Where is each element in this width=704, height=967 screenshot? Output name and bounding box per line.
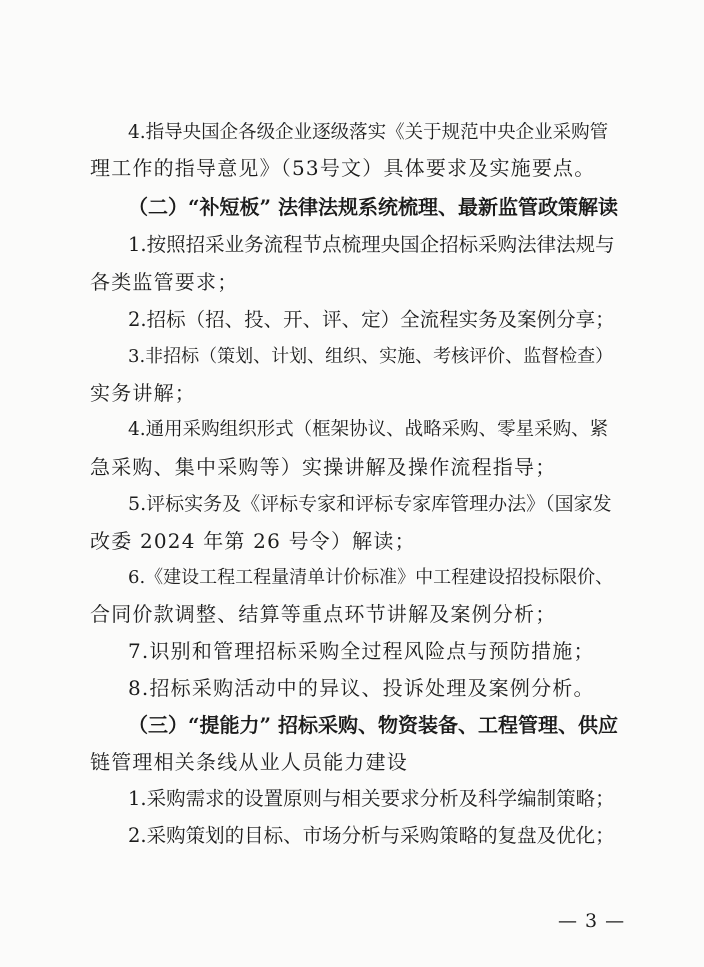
text-line: 4.通用采购组织形式（框架协议、战略采购、零星采购、紧 xyxy=(128,419,609,440)
text-line: 8.招标采购活动中的异议、投诉处理及案例分析。 xyxy=(128,676,595,700)
text-line: 5.评标实务及《评标专家和评标专家库管理办法》（国家发 xyxy=(128,493,612,515)
text-line: 4.指导央国企各级企业逐级落实《关于规范中央企业采购管 xyxy=(128,122,609,143)
text-line: 1.采购需求的设置原则与相关要求分析及科学编制策略； xyxy=(128,787,615,810)
text-line: 急采购、集中采购等）实操讲解及操作流程指导； xyxy=(90,455,557,479)
text-line: 改委 2024 年第 26 号令）解读； xyxy=(90,529,416,553)
text-line: 链管理相关条线从业人员能力建设 xyxy=(90,750,408,774)
page-number: — 3 — xyxy=(558,910,626,932)
text-line: 2.招标（招、投、开、评、定）全流程实务及案例分享； xyxy=(128,308,615,331)
text-line: 1.按照招采业务流程节点梳理央国企招标采购法律法规与 xyxy=(128,233,615,256)
text-line: 6.《建设工程工程量清单计价标准》中工程建设招投标限价、 xyxy=(128,567,614,588)
text-line: 合同价款调整、结算等重点环节讲解及案例分析； xyxy=(90,602,557,626)
text-line: 各类监管要求； xyxy=(90,270,239,294)
text-line: 7.识别和管理招标采购全过程风险点与预防措施； xyxy=(128,639,595,663)
section-heading: （三）“提能力” 招标采购、物资装备、工程管理、供应 xyxy=(128,713,618,737)
section-heading: （二）“补短板” 法律法规系统梳理、最新监管政策解读 xyxy=(128,195,618,219)
text-line: 理工作的指导意见》（53号文）具体要求及实施要点。 xyxy=(90,156,596,180)
text-line: 3.非招标（策划、计划、组织、实施、考核评价、监督检查） xyxy=(128,346,614,367)
text-line: 实务讲解； xyxy=(90,381,196,405)
text-line: 2.采购策划的目标、市场分析与采购策略的复盘及优化； xyxy=(128,824,615,847)
